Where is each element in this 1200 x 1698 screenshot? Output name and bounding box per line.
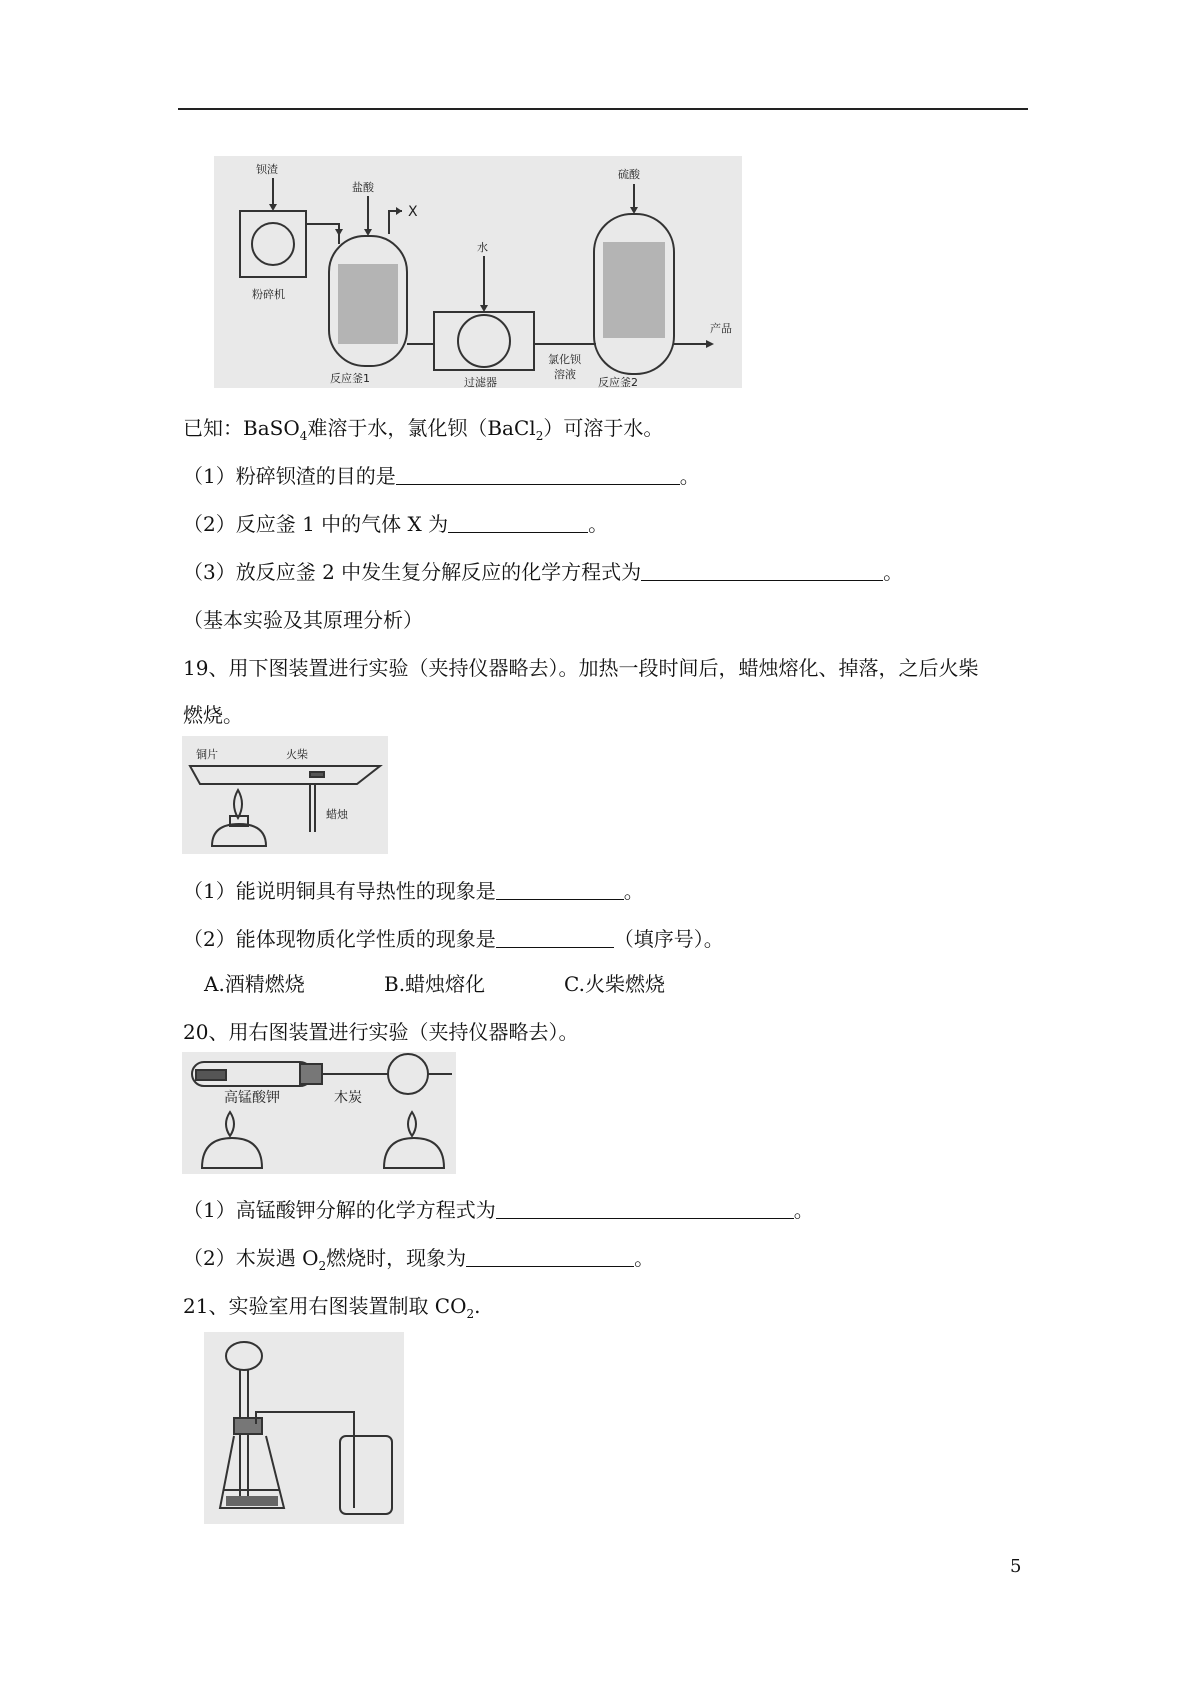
answer-blank-20-1[interactable] bbox=[496, 1196, 794, 1219]
question-19-line-2: 燃烧。 bbox=[183, 703, 243, 727]
label-barium-slag: 钡渣 bbox=[256, 163, 278, 176]
question-19-line-1: 19、用下图装置进行实验（夹持仪器略去）。加热一段时间后，蜡烛熔化、掉落，之后火柴 bbox=[183, 656, 979, 680]
label-kmno4: 高锰酸钾 bbox=[224, 1090, 280, 1106]
question-20-1: （1）高锰酸钾分解的化学方程式为 。 bbox=[183, 1198, 814, 1222]
label-match: 火柴 bbox=[286, 748, 308, 761]
label-copper-sheet: 铜片 bbox=[196, 748, 218, 761]
label-h2so4: 硫酸 bbox=[618, 168, 640, 181]
question-20-2: （2）木炭遇 $O_2$燃烧时，现象为 。 bbox=[183, 1246, 655, 1273]
label-filter: 过滤器 bbox=[464, 376, 497, 388]
answer-blank-20-2[interactable] bbox=[466, 1244, 634, 1267]
question-21: 21、实验室用右图装置制取 $CO_2$. bbox=[183, 1294, 481, 1321]
question-19-options bbox=[204, 970, 665, 998]
page-number: 5 bbox=[1010, 1556, 1022, 1577]
known-info: 已知：BaSO$_4$难溶于水，氯化钡（BaCl$_2$）可溶于水。 bbox=[183, 416, 664, 443]
label-hcl: 盐酸 bbox=[352, 181, 374, 194]
option-b[interactable]: B.蜡烛熔化 bbox=[384, 972, 486, 996]
label-bacl2-solution-a: 氯化钡 bbox=[548, 353, 581, 366]
answer-blank-18-3[interactable] bbox=[641, 558, 883, 581]
label-product: 产品 bbox=[710, 322, 732, 335]
answer-blank-19-2[interactable] bbox=[496, 925, 614, 948]
header-rule bbox=[178, 108, 1028, 110]
option-a[interactable]: A.酒精燃烧 bbox=[204, 972, 305, 996]
figure-kmno4-charcoal bbox=[182, 1052, 456, 1174]
label-water: 水 bbox=[477, 241, 488, 254]
question-18-1: （1）粉碎钡渣的目的是 。 bbox=[183, 464, 700, 488]
label-crusher: 粉碎机 bbox=[252, 288, 285, 301]
question-18-2: （2）反应釜 1 中的气体 X 为 。 bbox=[183, 512, 609, 536]
question-20-line-1: 20、用右图装置进行实验（夹持仪器略去）。 bbox=[183, 1020, 579, 1044]
question-19-2: （2）能体现物质化学性质的现象是 （填序号）。 bbox=[183, 927, 724, 951]
label-bacl2-solution-b: 溶液 bbox=[554, 368, 576, 381]
question-18-3: （3）放反应釜 2 中发生复分解反应的化学方程式为 。 bbox=[183, 560, 904, 584]
option-c[interactable]: C.火柴燃烧 bbox=[564, 972, 665, 996]
label-x: X bbox=[408, 204, 418, 220]
answer-blank-19-1[interactable] bbox=[496, 877, 624, 900]
figure-co2-apparatus bbox=[204, 1332, 404, 1524]
answer-blank-18-1[interactable] bbox=[396, 462, 680, 485]
label-charcoal: 木炭 bbox=[334, 1090, 362, 1106]
label-candle: 蜡烛 bbox=[326, 808, 348, 821]
question-19-1: （1）能说明铜具有导热性的现象是 。 bbox=[183, 879, 644, 903]
figure-process-flow bbox=[214, 156, 742, 388]
figure-copper-candle bbox=[182, 736, 388, 854]
label-reactor-2: 反应釜2 bbox=[598, 376, 638, 388]
label-reactor-1: 反应釜1 bbox=[330, 372, 370, 385]
section-heading: （基本实验及其原理分析） bbox=[183, 608, 423, 632]
answer-blank-18-2[interactable] bbox=[448, 510, 588, 533]
